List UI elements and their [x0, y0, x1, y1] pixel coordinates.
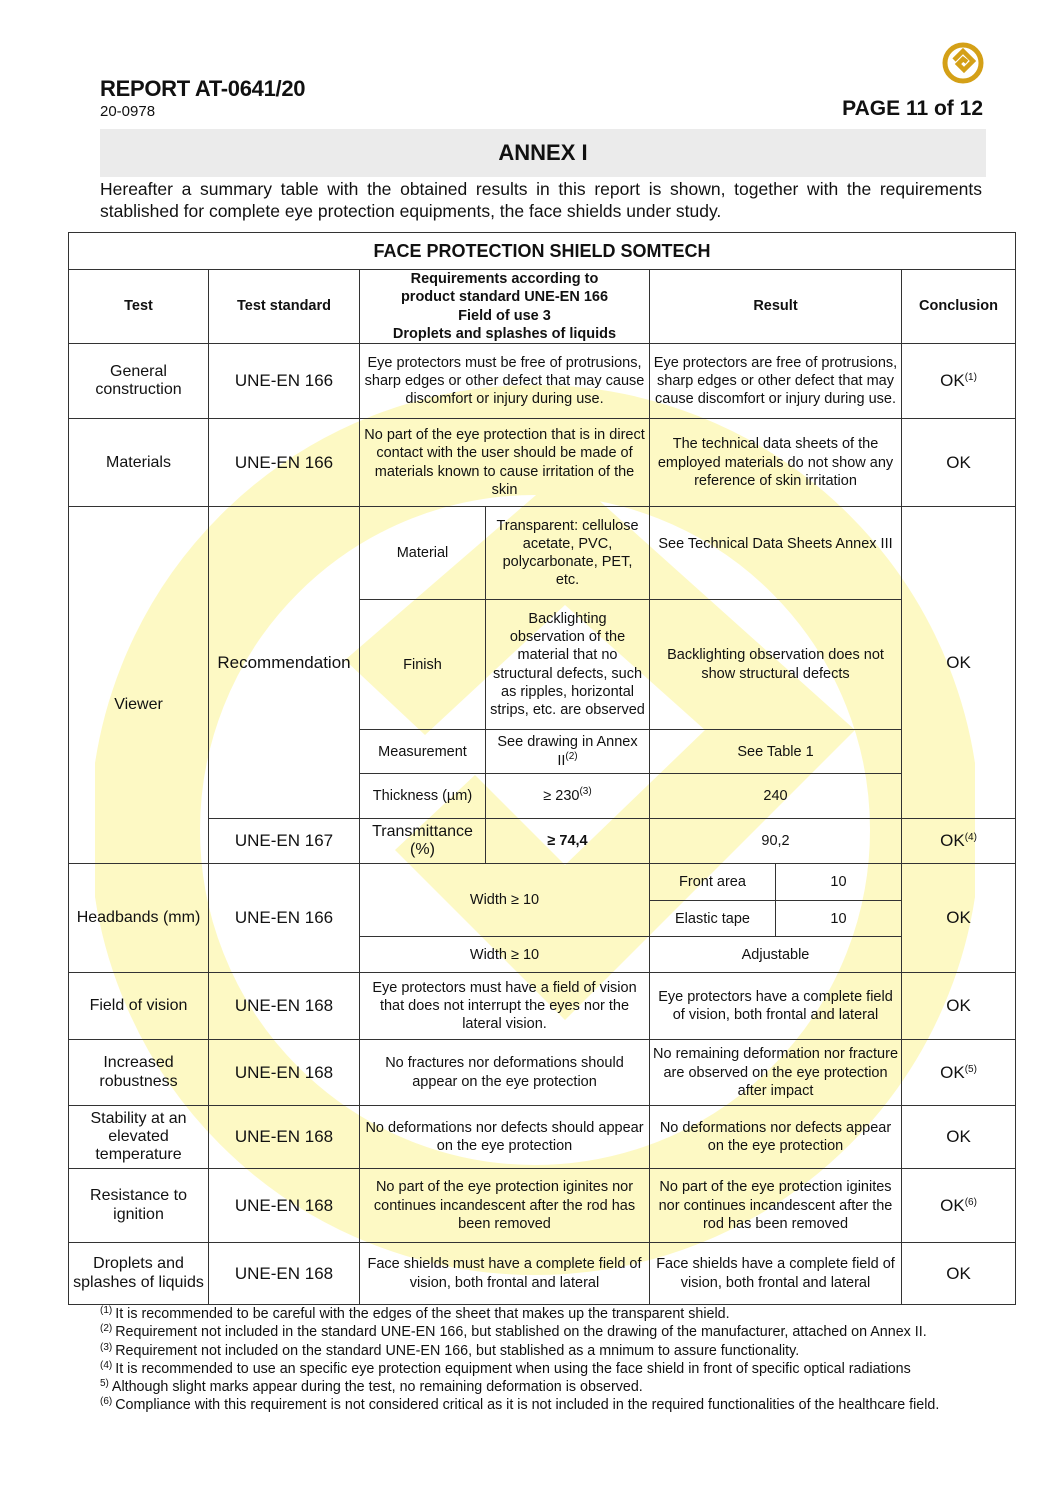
requirement: Width ≥ 10: [360, 937, 650, 973]
footnote: [100, 1378, 990, 1396]
result: No deformations nor defects appear on the eye protection: [650, 1106, 902, 1169]
header-standard: Test standard: [209, 270, 360, 344]
header-requirements: [360, 270, 650, 344]
requirement: [486, 730, 650, 774]
conclusion: OK: [902, 1243, 1016, 1305]
result: 90,2: [650, 819, 902, 864]
conclusion: [902, 1040, 1016, 1106]
conclusion: OK: [902, 864, 1016, 973]
requirement: Eye protectors must be free of protrusions, sharp edges or other defect that may cause discomfort or injury during use.: [360, 344, 650, 419]
header-result: Result: [650, 270, 902, 344]
header-req-line: Field of use 3: [458, 307, 551, 324]
footnote-mark: 5): [100, 1378, 109, 1390]
test-name: Headbands (mm): [69, 864, 209, 973]
footnote-mark: (6): [100, 1396, 113, 1408]
footnote: [100, 1396, 1035, 1414]
test-standard: UNE-EN 166: [209, 419, 360, 507]
test-standard: UNE-EN 168: [209, 1106, 360, 1169]
conclusion: [902, 1169, 1016, 1243]
table-row: [69, 1169, 1016, 1243]
test-standard: UNE-EN 166: [209, 344, 360, 419]
header-req-line: product standard UNE-EN 166: [400, 289, 609, 306]
result: Eye protectors are free of protrusions, sharp edges or other defect that may cause discomfort or injury during use.: [650, 344, 902, 419]
table-title: FACE PROTECTION SHIELD SOMTECH: [69, 233, 1016, 270]
footnote-text: Although slight marks appear during the test, no remaining deformation is observed.: [111, 1379, 643, 1396]
result: No remaining deformation nor fracture are observed on the eye protection after impact: [650, 1040, 902, 1106]
result: See Table 1: [650, 730, 902, 774]
result: Face shields have a complete field of vision, both frontal and lateral: [650, 1243, 902, 1305]
conclusion: OK: [902, 419, 1016, 507]
header-req-line: Requirements according to: [410, 271, 599, 287]
sub-result-value: 10: [776, 864, 902, 901]
header-test: Test: [69, 270, 209, 344]
footnote-text: Requirement not included on the standard UNE-EN 166, but stablished as a mnimum to assure functionality.: [115, 1342, 800, 1359]
footnote-mark: (2): [100, 1323, 113, 1335]
conclusion-value: OK: [940, 1195, 965, 1215]
table-row: [69, 864, 1016, 901]
table-row: [69, 1040, 1016, 1106]
annex-heading: ANNEX I: [100, 129, 986, 177]
conclusion: OK: [902, 973, 1016, 1040]
table-row: [69, 1106, 1016, 1169]
requirement: Transparent: cellulose acetate, PVC, polycarbonate, PET, etc.: [486, 507, 650, 600]
report-title: REPORT AT-0641/20: [100, 76, 306, 101]
test-name: Viewer: [69, 507, 209, 864]
conclusion: OK: [902, 1106, 1016, 1169]
sub-test-label: Thickness (µm): [360, 774, 486, 819]
test-standard: UNE-EN 167: [209, 819, 360, 864]
footnote-text: It is recommended to be careful with the edges of the sheet that makes up the transparent shield.: [115, 1306, 730, 1322]
conclusion-value: OK: [940, 831, 965, 851]
footnote: [100, 1323, 990, 1341]
test-standard: Recommendation: [209, 507, 360, 819]
report-number: 20-0978: [100, 103, 156, 120]
footnote-text: Requirement not included in the standard UNE-EN 166, but stablished on the drawing of the manufacturer, attached on Annex II.: [115, 1324, 927, 1341]
sub-result-label: Elastic tape: [650, 901, 776, 937]
sub-test-label: Transmittance (%): [360, 819, 486, 864]
footnote-ref: (3): [579, 786, 592, 798]
requirement: Width ≥ 10: [360, 864, 650, 937]
table-row: [69, 344, 1016, 419]
footnote: [100, 1305, 990, 1323]
sub-test-label: Measurement: [360, 730, 486, 774]
footnote-text: It is recommended to use an specific eye protection equipment when using the face shield in front of specific optical radiations: [115, 1360, 911, 1377]
test-name: Field of vision: [69, 973, 209, 1040]
requirement: No fractures nor deformations should appear on the eye protection: [360, 1040, 650, 1106]
footnote-ref: (4): [964, 832, 977, 844]
table-row: [69, 819, 1016, 864]
sub-test-label: Finish: [360, 600, 486, 730]
footnote-ref: (5): [964, 1063, 977, 1075]
footnote-mark: (1): [100, 1305, 113, 1316]
test-standard: UNE-EN 166: [209, 864, 360, 973]
result: See Technical Data Sheets Annex III: [650, 507, 902, 600]
requirement: No deformations nor defects should appear on the eye protection: [360, 1106, 650, 1169]
requirement: No part of the eye protection that is in direct contact with the user should be made of materials known to cause irritation of the skin: [360, 419, 650, 507]
result: The technical data sheets of the employed materials do not show any reference of skin irritation: [650, 419, 902, 507]
conclusion: OK: [902, 507, 1016, 819]
requirement-text: See drawing in Annex II: [497, 734, 638, 769]
table-row: [69, 419, 1016, 507]
requirement: Face shields must have a complete field of vision, both frontal and lateral: [360, 1243, 650, 1305]
footnote-mark: (4): [100, 1359, 113, 1371]
conclusion-value: OK: [940, 1062, 965, 1082]
intro-paragraph: Hereafter a summary table with the obtained results in this report is shown, together with the requirements stablished for complete eye protection equipments, the face shields under study.: [100, 179, 982, 221]
company-logo-icon: [940, 40, 986, 86]
test-name: General construction: [69, 344, 209, 419]
test-standard: UNE-EN 168: [209, 1169, 360, 1243]
conclusion-value: OK: [940, 371, 965, 391]
test-name: Droplets and splashes of liquids: [69, 1243, 209, 1305]
footnote-ref: (6): [964, 1196, 977, 1208]
test-name: Resistance to ignition: [69, 1169, 209, 1243]
footnote-ref: (2): [565, 750, 578, 762]
test-standard: UNE-EN 168: [209, 973, 360, 1040]
table-row: [69, 1243, 1016, 1305]
footnote: [100, 1342, 990, 1360]
result: Eye protectors have a complete field of vision, both frontal and lateral: [650, 973, 902, 1040]
footnote-text: Compliance with this requirement is not considered critical as it is not included in the required functionalities of the healthcare field.: [115, 1397, 940, 1414]
conclusion: [902, 344, 1016, 419]
test-name: Materials: [69, 419, 209, 507]
footnote-mark: (3): [100, 1341, 113, 1353]
footnote-ref: (1): [964, 372, 977, 384]
test-name: Stability at an elevated temperature: [69, 1106, 209, 1169]
requirement: ≥ 74,4: [486, 819, 650, 864]
result: No part of the eye protection iginites nor continues incandescent after the rod has been removed: [650, 1169, 902, 1243]
requirement: No part of the eye protection iginites nor continues incandescent after the rod has been removed: [360, 1169, 650, 1243]
summary-table: [68, 232, 1016, 1305]
requirement: Eye protectors must have a field of vision that does not interrupt the eyes nor the lateral vision.: [360, 973, 650, 1040]
footnote: [100, 1360, 990, 1378]
requirement: [486, 774, 650, 819]
conclusion: [902, 819, 1016, 864]
requirement-text: ≥ 230: [543, 788, 580, 805]
requirement: Backlighting observation of the material that no structural defects, such as ripples, horizontal strips, etc. are observed: [486, 600, 650, 730]
table-row: [69, 507, 1016, 600]
table-title-row: [69, 233, 1016, 270]
sub-result-label: Front area: [650, 864, 776, 901]
table-header-row: [69, 270, 1016, 344]
header-conclusion: Conclusion: [902, 270, 1016, 344]
table-row: [69, 973, 1016, 1040]
test-name: Increased robustness: [69, 1040, 209, 1106]
test-standard: UNE-EN 168: [209, 1243, 360, 1305]
result: 240: [650, 774, 902, 819]
page-number: PAGE 11 of 12: [842, 97, 983, 120]
header-req-line: Droplets and splashes of liquids: [392, 325, 617, 342]
result: Adjustable: [650, 937, 902, 973]
sub-result-value: 10: [776, 901, 902, 937]
footnotes: [100, 1305, 990, 1415]
sub-test-label: Material: [360, 507, 486, 600]
test-standard: UNE-EN 168: [209, 1040, 360, 1106]
result: Backlighting observation does not show structural defects: [650, 600, 902, 730]
